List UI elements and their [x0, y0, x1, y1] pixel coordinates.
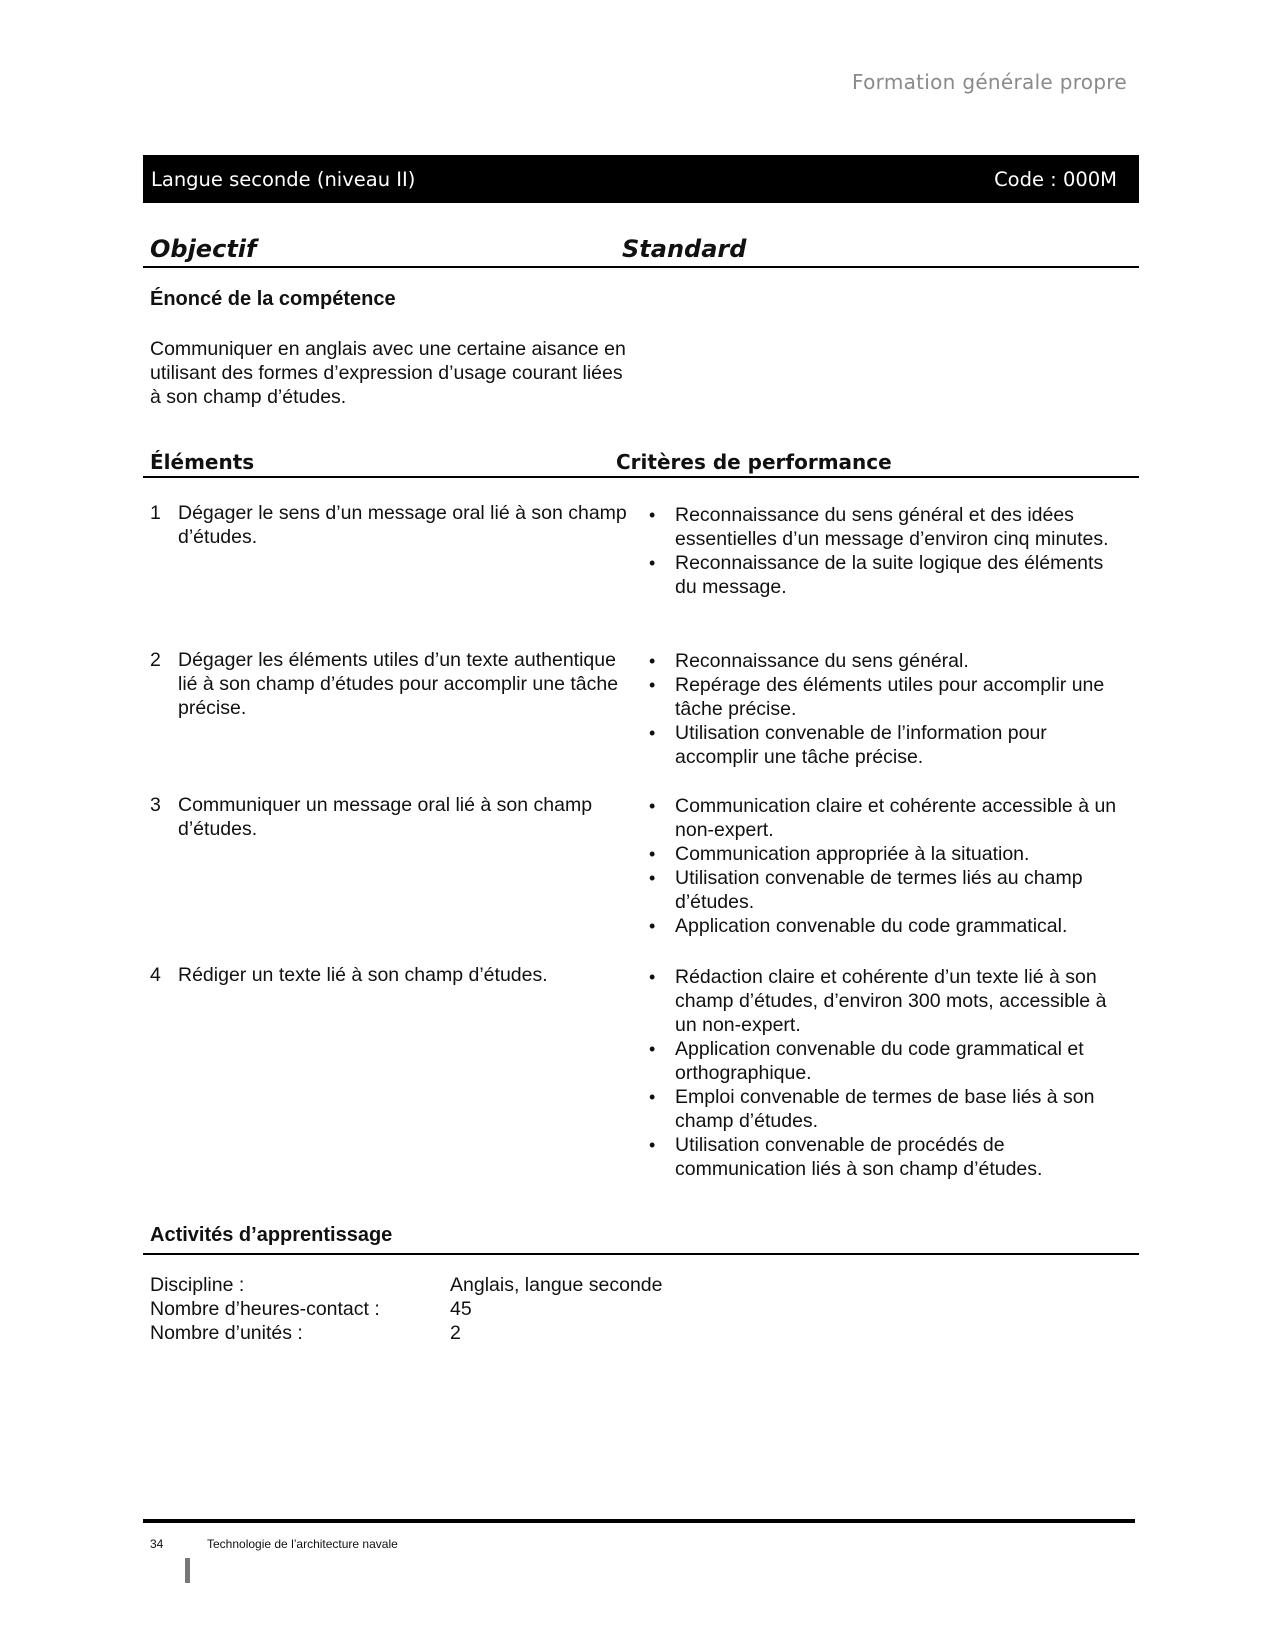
element-text: Dégager le sens d’un message oral lié à son champ d’études. [178, 502, 627, 548]
detail-value: Anglais, langue seconde [450, 1274, 663, 1296]
criterion: • Reconnaissance de la suite logique des éléments du message. [645, 551, 1125, 599]
page-number: 34 [150, 1537, 164, 1551]
criteria-heading: Critères de performance [616, 450, 892, 474]
footer-mark [185, 1558, 190, 1583]
elements-heading: Éléments [150, 450, 255, 474]
course-code: Code : 000M [994, 167, 1117, 191]
element-number: 1 [150, 502, 161, 524]
elements-header [143, 448, 1139, 478]
criterion: • Reconnaissance du sens général et des idées essentielles d’un message d’environ cinq minutes. [645, 503, 1125, 551]
element-2 [150, 648, 630, 720]
criterion: • Application convenable du code grammatical et orthographique. [645, 1037, 1125, 1085]
element-text: Rédiger un texte lié à son champ d’études. [178, 964, 548, 986]
criterion: • Communication appropriée à la situation. [645, 842, 1125, 866]
detail-row [150, 1297, 663, 1321]
element-number: 4 [150, 964, 161, 986]
objective-heading: Objectif [150, 235, 257, 263]
criteria-list-3 [645, 794, 1125, 938]
criterion: • Reconnaissance du sens général. [645, 649, 1125, 673]
element-text: Dégager les éléments utiles d’un texte authentique lié à son champ d’études pour accomplir une tâche précise. [178, 649, 619, 719]
course-details [150, 1273, 663, 1345]
element-number: 2 [150, 649, 161, 671]
detail-label: Nombre d’unités : [150, 1322, 303, 1344]
detail-value: 2 [450, 1322, 461, 1344]
element-number: 3 [150, 794, 161, 816]
column-header [143, 232, 1139, 268]
competence-statement: Communiquer en anglais avec une certaine aisance en utilisant des formes d’expression d’usage courant liées à son champ d’études. [150, 338, 626, 408]
activities-header [143, 1222, 1139, 1255]
criteria-list-1 [645, 503, 1125, 599]
course-title: Langue seconde (niveau II) [151, 167, 416, 191]
element-3 [150, 793, 630, 841]
detail-row [150, 1273, 663, 1297]
element-1 [150, 501, 630, 549]
criterion: • Utilisation convenable de procédés de communication liés à son champ d’études. [645, 1133, 1125, 1181]
footer-title: Technologie de l’architecture navale [207, 1537, 398, 1551]
element-text: Communiquer un message oral lié à son champ d’études. [178, 794, 593, 840]
standard-heading: Standard [622, 235, 747, 263]
criterion: • Utilisation convenable de l’information pour accomplir une tâche précise. [645, 721, 1125, 769]
criteria-list-2 [645, 649, 1125, 769]
criterion: • Repérage des éléments utiles pour accomplir une tâche précise. [645, 673, 1125, 721]
competence-label: Énoncé de la compétence [150, 288, 396, 310]
element-4 [150, 963, 630, 987]
detail-row [150, 1321, 663, 1345]
criterion: • Emploi convenable de termes de base liés à son champ d’études. [645, 1085, 1125, 1133]
detail-value: 45 [450, 1298, 472, 1320]
criteria-list-4 [645, 965, 1125, 1181]
footer-divider [143, 1519, 1135, 1523]
criterion: • Utilisation convenable de termes liés au champ d’études. [645, 866, 1125, 914]
criterion: • Application convenable du code grammatical. [645, 914, 1125, 938]
course-title-bar [143, 155, 1139, 203]
criterion: • Communication claire et cohérente accessible à un non-expert. [645, 794, 1125, 842]
criterion: • Rédaction claire et cohérente d’un texte lié à son champ d’études, d’environ 300 mots, accessible à un non-expert. [645, 965, 1125, 1037]
detail-label: Discipline : [150, 1274, 245, 1296]
detail-label: Nombre d’heures-contact : [150, 1298, 380, 1320]
running-header: Formation générale propre [852, 70, 1127, 94]
activities-heading: Activités d’apprentissage [150, 1224, 393, 1246]
